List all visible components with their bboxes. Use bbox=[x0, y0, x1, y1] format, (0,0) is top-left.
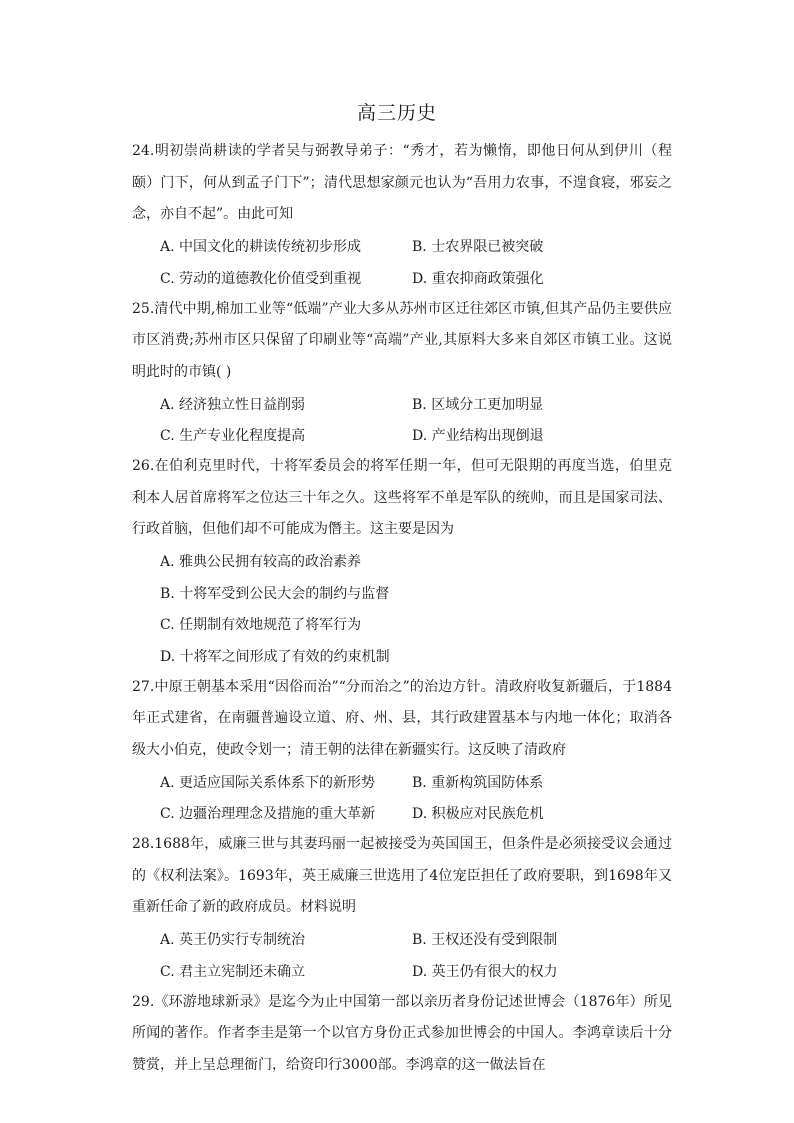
options bbox=[132, 388, 672, 451]
question-list bbox=[132, 136, 672, 1081]
option-d: D. 十将军之间形成了有效的约束机制 bbox=[160, 648, 390, 665]
option-a: A. 更适应国际关系体系下的新形势 bbox=[160, 774, 376, 791]
option-row bbox=[132, 955, 672, 987]
options bbox=[132, 231, 672, 294]
option-a: A. 中国文化的耕读传统初步形成 bbox=[160, 239, 362, 256]
option-row bbox=[132, 577, 672, 609]
question-stem: 28.1688年，威廉三世与其妻玛丽一起被接受为英国国王，但条件是必须接受议会通过的《权利法案》。1693年，英王威廉三世选用了4位宠臣担任了政府要职，到1698年又重新任命了新的政府成员。材料说明 bbox=[132, 836, 672, 915]
option-d: D. 产业结构出现倒退 bbox=[412, 428, 544, 445]
option-c: C. 任期制有效地规范了将军行为 bbox=[160, 617, 362, 634]
question-stem: 27.中原王朝基本采用“因俗而治”“分而治之”的治边方针。清政府收复新疆后，于1884年正式建省，在南疆普遍设立道、府、州、县，其行政建置基本与内地一体化；取消各级大小伯克，使政令划一；清王朝的法律在新疆实行。这反映了清政府 bbox=[132, 678, 672, 758]
option-b: B. 十将军受到公民大会的制约与监督 bbox=[160, 585, 390, 602]
option-row bbox=[132, 420, 672, 452]
option-a: A. 雅典公民拥有较高的政治素养 bbox=[160, 554, 362, 571]
options bbox=[132, 546, 672, 672]
question-stem: 24.明初崇尚耕读的学者吴与弼教导弟子：“秀才，若为懒惰，即他日何从到伊川（程颐）门下，何从到孟子门下”；清代思想家颜元也认为“吾用力农事，不遑食寝，邪妄之念，亦自不起”。由此可知 bbox=[132, 143, 672, 222]
option-row bbox=[132, 388, 672, 420]
question-28 bbox=[132, 829, 672, 987]
option-row bbox=[132, 798, 672, 830]
option-b: B. 王权还没有受到限制 bbox=[412, 932, 558, 949]
option-row bbox=[132, 640, 672, 672]
question-stem: 25.清代中期,棉加工业等“低端”产业大多从苏州市区迁往郊区市镇,但其产品仍主要供应市区消费;苏州市区只保留了印刷业等“高端”产业,其原料大多来自郊区市镇工业。这说明此时的市镇( ) bbox=[132, 300, 672, 380]
question-25 bbox=[132, 294, 672, 452]
option-b: B. 区域分工更加明显 bbox=[412, 396, 544, 413]
option-c: C. 君主立宪制还未确立 bbox=[160, 963, 306, 980]
option-b: B. 士农界限已被突破 bbox=[412, 239, 544, 256]
page-title: 高三历史 bbox=[356, 102, 437, 124]
option-c: C. 边疆治理理念及措施的重大革新 bbox=[160, 806, 376, 823]
options bbox=[132, 924, 672, 987]
option-a: A. 英王仍实行专制统治 bbox=[160, 932, 306, 949]
option-b: B. 重新构筑国防体系 bbox=[412, 774, 544, 791]
option-row bbox=[132, 766, 672, 798]
question-24 bbox=[132, 136, 672, 294]
option-row bbox=[132, 546, 672, 578]
option-row bbox=[132, 231, 672, 263]
question-stem: 26.在伯利克里时代，十将军委员会的将军任期一年，但可无限期的再度当选，伯里克利本人居首席将军之位达三十年之久。这些将军不单是军队的统帅，而且是国家司法、行政首脑，但他们却不可能成为僭主。这主要是因为 bbox=[132, 458, 672, 537]
question-stem: 29.《环游地球新录》是迄今为止中国第一部以亲历者身份记述世博会（1876年）所见所闻的著作。作者李圭是第一个以官方身份正式参加世博会的中国人。李鸿章读后十分赞赏，并上呈总理衙门，给资印行3000部。李鸿章的这一做法旨在 bbox=[132, 993, 672, 1073]
option-d: D. 积极应对民族危机 bbox=[412, 806, 544, 823]
option-d: D. 英王仍有很大的权力 bbox=[412, 963, 558, 980]
question-27 bbox=[132, 672, 672, 830]
option-row bbox=[132, 924, 672, 956]
option-row bbox=[132, 262, 672, 294]
question-26 bbox=[132, 451, 672, 672]
option-d: D. 重农抑商政策强化 bbox=[412, 270, 544, 287]
options bbox=[132, 766, 672, 829]
option-a: A. 经济独立性日益削弱 bbox=[160, 396, 306, 413]
option-c: C. 生产专业化程度提高 bbox=[160, 428, 306, 445]
question-29 bbox=[132, 987, 672, 1082]
option-c: C. 劳动的道德教化价值受到重视 bbox=[160, 270, 362, 287]
option-row bbox=[132, 609, 672, 641]
